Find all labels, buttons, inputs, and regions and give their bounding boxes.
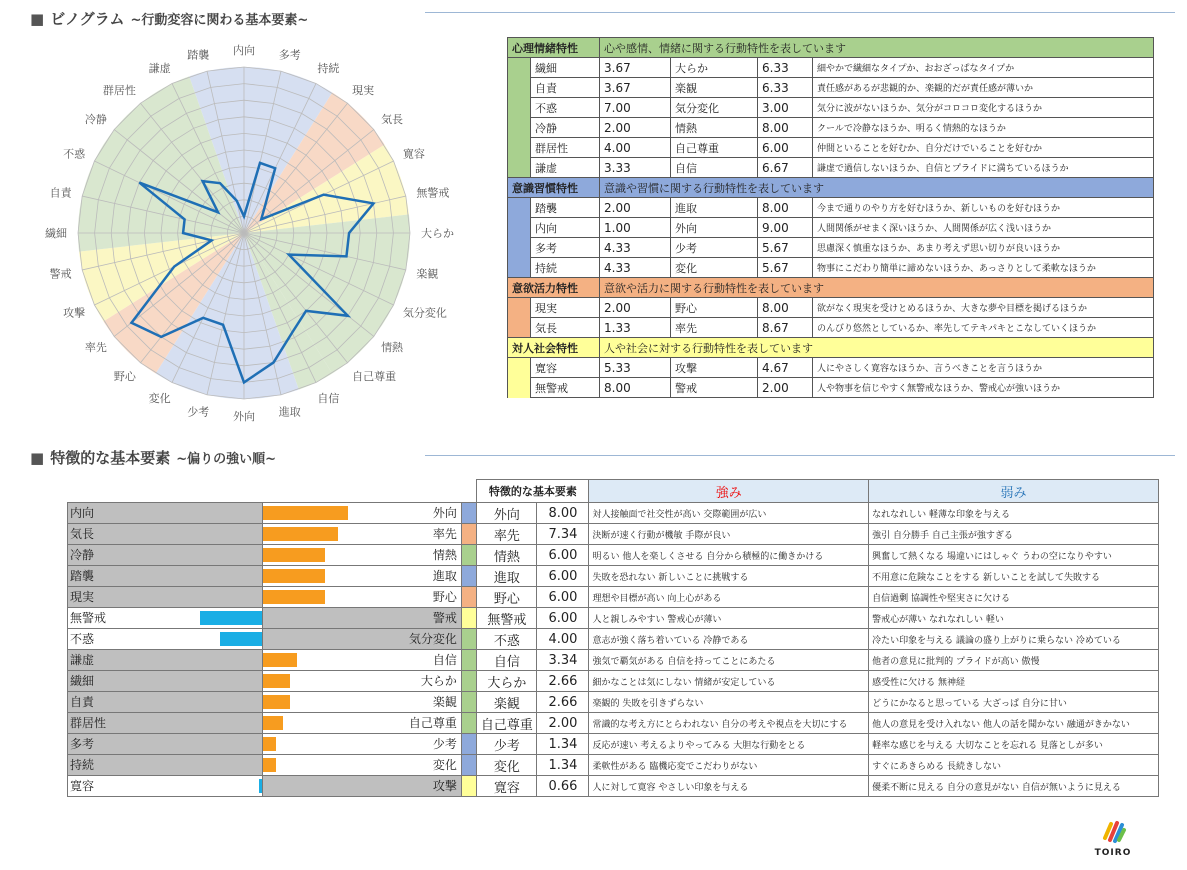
trait-left-value: 2.00: [600, 298, 671, 318]
trait-color-band: [508, 298, 531, 318]
feature-name: 進取: [477, 566, 537, 587]
feature-category-swatch: [461, 524, 476, 545]
trait-color-band: [508, 158, 531, 178]
feature-weakness: 軽率な感じを与える 大切なことを忘れる 見落としが多い: [869, 734, 1159, 755]
feature-value: 2.00: [537, 713, 589, 734]
trait-right-name: 率先: [671, 318, 758, 338]
radar-axis-label: 現実: [352, 83, 375, 97]
feature-value: 4.00: [537, 629, 589, 650]
feature-right-label: 率先: [432, 527, 457, 541]
feature-name: 不惑: [477, 629, 537, 650]
radar-axis-label: 自責: [49, 186, 72, 200]
feature-weakness: 強引 自分勝手 自己主張が強すぎる: [869, 524, 1159, 545]
trait-row: [508, 98, 1154, 118]
feature-strength: 楽観的 失敗を引きずらない: [589, 692, 869, 713]
trait-category-desc: 意識や習慣に関する行動特性を表しています: [600, 178, 1154, 198]
radar-axis-label: 進取: [278, 405, 301, 419]
radar-axis-label: 気長: [381, 112, 404, 126]
trait-right-value: 9.00: [758, 218, 813, 238]
feature-right-label: 進取: [432, 569, 457, 583]
trait-left-value: 7.00: [600, 98, 671, 118]
radar-axis-label: 率先: [84, 341, 107, 355]
feature-row: [68, 650, 1159, 671]
trait-right-name: 情熱: [671, 118, 758, 138]
trait-left-value: 2.00: [600, 118, 671, 138]
feature-weakness: 自信過剰 協調性や堅実さに欠ける: [869, 587, 1159, 608]
trait-description: 人間関係がせまく深いほうか、人間関係が広く浅いほうか: [813, 218, 1154, 238]
feature-strength: 人に対して寛容 やさしい印象を与える: [589, 776, 869, 797]
trait-right-value: 5.67: [758, 258, 813, 278]
feature-name: 自己尊重: [477, 713, 537, 734]
trait-right-value: 6.33: [758, 78, 813, 98]
trait-row: [508, 158, 1154, 178]
section-title-features: [30, 447, 276, 468]
feature-left-label: 多考: [70, 737, 95, 751]
feature-weakness: 他者の意見に批判的 プライドが高い 傲慢: [869, 650, 1159, 671]
trait-left-name: 謙虚: [531, 158, 600, 178]
trait-left-value: 4.33: [600, 238, 671, 258]
trait-right-name: 自己尊重: [671, 138, 758, 158]
feature-weakness: どうにかなると思っている 大ざっぱ 自分に甘い: [869, 692, 1159, 713]
trait-color-band: [508, 378, 531, 398]
trait-right-name: 外向: [671, 218, 758, 238]
feature-header-name: 特徴的な基本要素: [477, 480, 589, 503]
feature-row: [68, 524, 1159, 545]
trait-description: 人にやさしく寛容なほうか、言うべきことを言うほうか: [813, 358, 1154, 378]
section-subtitle: ~偏りの強い順~: [176, 452, 276, 467]
trait-right-name: 攻撃: [671, 358, 758, 378]
trait-color-band: [508, 218, 531, 238]
trait-description: 欲がなく現実を受けとめるほうか、大きな夢や目標を掲げるほうか: [813, 298, 1154, 318]
feature-name: 率先: [477, 524, 537, 545]
feature-name: 外向: [477, 503, 537, 524]
feature-value: 6.00: [537, 566, 589, 587]
trait-row: [508, 198, 1154, 218]
trait-description: 謙虚で過信しないほうか、自信とプライドに満ちているほうか: [813, 158, 1154, 178]
feature-left-label: 内向: [70, 506, 95, 520]
trait-category-name: 心理情緒特性: [508, 38, 600, 58]
radar-axis-label: 多考: [278, 48, 301, 62]
trait-category-desc: 人や社会に対する行動特性を表しています: [600, 338, 1154, 358]
trait-right-value: 5.67: [758, 238, 813, 258]
trait-right-name: 大らか: [671, 58, 758, 78]
trait-description: 今まで通りのやり方を好むほうか、新しいものを好むほうか: [813, 198, 1154, 218]
feature-weakness: 感受性に欠ける 無神経: [869, 671, 1159, 692]
trait-description: 人や物事を信じやすく無警戒なほうか、警戒心が強いほうか: [813, 378, 1154, 398]
trait-row: [508, 58, 1154, 78]
trait-category-row: [508, 38, 1154, 58]
feature-row: [68, 734, 1159, 755]
trait-category-desc: 心や感情、情緒に関する行動特性を表しています: [600, 38, 1154, 58]
trait-left-name: 持続: [531, 258, 600, 278]
trait-right-name: 警戒: [671, 378, 758, 398]
feature-row: [68, 503, 1159, 524]
trait-category-row: [508, 178, 1154, 198]
trait-left-name: 寛容: [531, 358, 600, 378]
feature-bar-positive: [263, 506, 348, 520]
trait-left-value: 3.67: [600, 58, 671, 78]
trait-right-value: 8.00: [758, 118, 813, 138]
radar-axis-label: 外向: [233, 410, 255, 423]
trait-left-name: 群居性: [531, 138, 600, 158]
radar-chart: [0, 30, 500, 440]
feature-category-swatch: [461, 629, 476, 650]
trait-left-name: 不惑: [531, 98, 600, 118]
feature-left-label: 謙虚: [70, 653, 95, 667]
feature-left-label: 持続: [70, 758, 95, 772]
trait-description: 物事にこだわり簡単に諦めないほうか、あっさりとして柔軟なほうか: [813, 258, 1154, 278]
trait-right-value: 2.00: [758, 378, 813, 398]
feature-right-label: 変化: [432, 758, 457, 772]
feature-right-label: 大らか: [420, 674, 457, 688]
feature-right-label: 気分変化: [408, 632, 457, 646]
trait-row: [508, 118, 1154, 138]
trait-description: 責任感があるが悲観的か、楽観的だが責任感が薄いか: [813, 78, 1154, 98]
radar-axis-label: 警戒: [49, 267, 72, 281]
trait-left-value: 1.00: [600, 218, 671, 238]
feature-left-label: 不惑: [70, 632, 95, 646]
trait-category-row: [508, 338, 1154, 358]
feature-bar-negative: [200, 611, 262, 625]
feature-value: 8.00: [537, 503, 589, 524]
feature-bar-positive: [263, 590, 325, 604]
feature-right-label: 自信: [432, 653, 457, 667]
feature-weakness: 興奮して熱くなる 場違いにはしゃぐ うわの空になりやすい: [869, 545, 1159, 566]
feature-right-label: 警戒: [432, 611, 457, 625]
toiro-logo-icon: [1099, 818, 1127, 844]
trait-right-value: 6.67: [758, 158, 813, 178]
trait-left-value: 4.00: [600, 138, 671, 158]
feature-value: 2.66: [537, 692, 589, 713]
feature-left-label: 無警戒: [70, 611, 107, 625]
feature-value: 6.00: [537, 545, 589, 566]
trait-left-value: 8.00: [600, 378, 671, 398]
feature-row: [68, 629, 1159, 650]
feature-left-label: 気長: [70, 527, 95, 541]
trait-left-value: 3.33: [600, 158, 671, 178]
feature-bar-negative: [259, 779, 262, 793]
trait-right-name: 進取: [671, 198, 758, 218]
feature-name: 寛容: [477, 776, 537, 797]
square-bullet-icon: ■: [30, 10, 45, 28]
feature-right-label: 攻撃: [432, 779, 457, 793]
radar-axis-label: 踏襲: [187, 48, 210, 62]
feature-strength: 人と親しみやすい 警戒心が薄い: [589, 608, 869, 629]
trait-left-name: 繊細: [531, 58, 600, 78]
trait-left-value: 4.33: [600, 258, 671, 278]
feature-weakness: すぐにあきらめる 長続きしない: [869, 755, 1159, 776]
feature-category-swatch: [461, 713, 476, 734]
trait-row: [508, 358, 1154, 378]
feature-bar-negative: [220, 632, 262, 646]
trait-row: [508, 238, 1154, 258]
trait-right-value: 3.00: [758, 98, 813, 118]
feature-category-swatch: [461, 566, 476, 587]
feature-strength: 失敗を恐れない 新しいことに挑戦する: [589, 566, 869, 587]
trait-left-name: 自責: [531, 78, 600, 98]
feature-weakness: 他人の意見を受け入れない 他人の話を聞かない 融通がきかない: [869, 713, 1159, 734]
feature-strength: 反応が速い 考えるよりやってみる 大胆な行動をとる: [589, 734, 869, 755]
radar-axis-label: 気分変化: [402, 306, 447, 320]
feature-value: 7.34: [537, 524, 589, 545]
radar-axis-label: 内向: [233, 44, 255, 57]
feature-strength: 決断が速く行動が機敏 手際が良い: [589, 524, 869, 545]
radar-axis-label: 変化: [148, 391, 171, 405]
radar-axis-label: 群居性: [102, 83, 136, 97]
trait-right-value: 6.00: [758, 138, 813, 158]
trait-color-band: [508, 198, 531, 218]
trait-right-value: 6.33: [758, 58, 813, 78]
trait-left-name: 内向: [531, 218, 600, 238]
trait-description: 細やかで繊細なタイプか、おおざっぱなタイプか: [813, 58, 1154, 78]
feature-category-swatch: [461, 692, 476, 713]
divider: [425, 12, 1175, 13]
section-title-text: ビノグラム: [50, 10, 125, 28]
feature-bar-positive: [263, 674, 290, 688]
trait-row: [508, 218, 1154, 238]
feature-strength: 理想や目標が高い 向上心がある: [589, 587, 869, 608]
feature-name: 無警戒: [477, 608, 537, 629]
radar-axis-label: 寛容: [402, 147, 425, 161]
feature-name: 楽観: [477, 692, 537, 713]
trait-category-name: 意識習慣特性: [508, 178, 600, 198]
feature-value: 1.34: [537, 734, 589, 755]
feature-row: [68, 545, 1159, 566]
feature-strength: 意志が強く落ち着いている 冷静である: [589, 629, 869, 650]
trait-color-band: [508, 238, 531, 258]
feature-right-label: 野心: [432, 590, 457, 604]
trait-category-name: 対人社会特性: [508, 338, 600, 358]
trait-left-name: 現実: [531, 298, 600, 318]
trait-row: [508, 258, 1154, 278]
trait-right-value: 8.00: [758, 298, 813, 318]
feature-right-label: 外向: [432, 506, 457, 520]
toiro-logo: [1093, 818, 1133, 858]
trait-row: [508, 138, 1154, 158]
feature-weakness: なれなれしい 軽薄な印象を与える: [869, 503, 1159, 524]
feature-bar-positive: [263, 758, 277, 772]
feature-category-swatch: [461, 755, 476, 776]
feature-weakness: 冷たい印象を与える 議論の盛り上がりに乗らない 冷めている: [869, 629, 1159, 650]
feature-bar-positive: [263, 548, 325, 562]
feature-name: 少考: [477, 734, 537, 755]
feature-value: 1.34: [537, 755, 589, 776]
trait-description: 気分に波がないほうか、気分がコロコロ変化するほうか: [813, 98, 1154, 118]
feature-right-label: 情熱: [432, 548, 457, 562]
feature-value: 3.34: [537, 650, 589, 671]
feature-value: 2.66: [537, 671, 589, 692]
trait-table: [507, 37, 1154, 398]
trait-left-value: 2.00: [600, 198, 671, 218]
feature-value: 0.66: [537, 776, 589, 797]
feature-bar-positive: [263, 716, 283, 730]
feature-name: 情熱: [477, 545, 537, 566]
trait-left-name: 冷静: [531, 118, 600, 138]
feature-strength: 対人接触面で社交性が高い 交際範囲が広い: [589, 503, 869, 524]
feature-left-label: 自責: [70, 695, 95, 709]
trait-description: クールで冷静なほうか、明るく情熱的なほうか: [813, 118, 1154, 138]
feature-row: [68, 713, 1159, 734]
trait-left-value: 5.33: [600, 358, 671, 378]
trait-left-value: 3.67: [600, 78, 671, 98]
feature-weakness: 警戒心が薄い なれなれしい 軽い: [869, 608, 1159, 629]
trait-left-value: 1.33: [600, 318, 671, 338]
trait-right-name: 楽観: [671, 78, 758, 98]
trait-row: [508, 78, 1154, 98]
radar-axis-label: 自己尊重: [352, 370, 397, 384]
trait-color-band: [508, 358, 531, 378]
feature-name: 大らか: [477, 671, 537, 692]
trait-right-name: 自信: [671, 158, 758, 178]
feature-left-label: 冷静: [70, 548, 95, 562]
feature-value: 6.00: [537, 587, 589, 608]
feature-category-swatch: [461, 545, 476, 566]
feature-table: [67, 479, 1159, 797]
trait-right-name: 変化: [671, 258, 758, 278]
feature-right-label: 自己尊重: [408, 716, 457, 730]
trait-category-row: [508, 278, 1154, 298]
feature-header-row: [68, 480, 1159, 503]
trait-row: [508, 298, 1154, 318]
feature-row: [68, 692, 1159, 713]
feature-category-swatch: [461, 671, 476, 692]
trait-description: のんびり悠然としているか、率先してテキパキとこなしていくほうか: [813, 318, 1154, 338]
trait-row: [508, 318, 1154, 338]
feature-row: [68, 776, 1159, 797]
trait-color-band: [508, 118, 531, 138]
logo-wordmark: TOIRO: [1094, 848, 1132, 858]
trait-color-band: [508, 78, 531, 98]
trait-left-name: 踏襲: [531, 198, 600, 218]
trait-right-value: 8.00: [758, 198, 813, 218]
feature-category-swatch: [461, 587, 476, 608]
feature-strength: 明るい 他人を楽しくさせる 自分から積極的に働きかける: [589, 545, 869, 566]
radar-axis-label: 繊細: [45, 227, 67, 240]
radar-axis-label: 少考: [187, 405, 210, 419]
trait-right-value: 8.67: [758, 318, 813, 338]
feature-bar-positive: [263, 695, 290, 709]
feature-weakness: 優柔不断に見える 自分の意見がない 自信が無いように見える: [869, 776, 1159, 797]
feature-category-swatch: [461, 650, 476, 671]
feature-right-label: 少考: [432, 737, 457, 751]
feature-name: 野心: [477, 587, 537, 608]
radar-axis-label: 大らか: [421, 227, 454, 240]
feature-strength: 常識的な考え方にとらわれない 自分の考えや視点を大切にする: [589, 713, 869, 734]
feature-row: [68, 608, 1159, 629]
radar-axis-label: 野心: [113, 370, 136, 384]
radar-axis-label: 持続: [317, 62, 340, 76]
section-title-text: 特徴的な基本要素: [50, 449, 171, 467]
feature-left-label: 繊細: [70, 674, 95, 688]
feature-bar-positive: [263, 653, 297, 667]
feature-strength: 強気で覇気がある 自信を持ってことにあたる: [589, 650, 869, 671]
radar-axis-label: 楽観: [416, 267, 439, 281]
feature-bar-positive: [263, 737, 277, 751]
feature-category-swatch: [461, 776, 476, 797]
trait-description: 仲間といることを好むか、自分だけでいることを好むか: [813, 138, 1154, 158]
trait-right-name: 少考: [671, 238, 758, 258]
trait-color-band: [508, 58, 531, 78]
trait-color-band: [508, 258, 531, 278]
feature-bar-positive: [263, 527, 339, 541]
radar-axis-label: 情熱: [381, 341, 404, 355]
feature-left-label: 踏襲: [70, 569, 95, 583]
trait-left-name: 気長: [531, 318, 600, 338]
strength-header: 強み: [589, 480, 869, 503]
trait-color-band: [508, 98, 531, 118]
radar-axis-label: 冷静: [84, 112, 107, 126]
feature-name: 自信: [477, 650, 537, 671]
feature-left-label: 寛容: [70, 779, 95, 793]
feature-bar-positive: [263, 569, 325, 583]
feature-row: [68, 587, 1159, 608]
trait-category-name: 意欲活力特性: [508, 278, 600, 298]
section-subtitle: ~行動変容に関わる基本要素~: [130, 13, 309, 28]
trait-right-name: 気分変化: [671, 98, 758, 118]
radar-axis-label: 自信: [317, 391, 340, 405]
weakness-header: 弱み: [869, 480, 1159, 503]
divider: [425, 455, 1175, 456]
radar-axis-label: 無警戒: [416, 186, 450, 200]
feature-row: [68, 671, 1159, 692]
feature-row: [68, 755, 1159, 776]
feature-category-swatch: [461, 503, 476, 524]
feature-category-swatch: [461, 734, 476, 755]
feature-row: [68, 566, 1159, 587]
feature-strength: 柔軟性がある 臨機応変でこだわりがない: [589, 755, 869, 776]
feature-left-label: 群居性: [70, 716, 107, 730]
feature-strength: 細かなことは気にしない 情緒が安定している: [589, 671, 869, 692]
trait-left-name: 多考: [531, 238, 600, 258]
radar-axis-label: 攻撃: [63, 306, 86, 320]
feature-weakness: 不用意に危険なことをする 新しいことを試して失敗する: [869, 566, 1159, 587]
trait-color-band: [508, 138, 531, 158]
trait-left-name: 無警戒: [531, 378, 600, 398]
square-bullet-icon: ■: [30, 449, 45, 467]
radar-axis-label: 謙虚: [148, 62, 171, 76]
trait-description: 思慮深く慎重なほうか、あまり考えず思い切りが良いほうか: [813, 238, 1154, 258]
feature-left-label: 現実: [70, 590, 95, 604]
feature-category-swatch: [461, 608, 476, 629]
section-title-vinogram: [30, 8, 308, 29]
feature-name: 変化: [477, 755, 537, 776]
trait-category-desc: 意欲や活力に関する行動特性を表しています: [600, 278, 1154, 298]
radar-axis-label: 不惑: [63, 147, 86, 161]
feature-value: 6.00: [537, 608, 589, 629]
feature-right-label: 楽観: [432, 695, 457, 709]
trait-right-value: 4.67: [758, 358, 813, 378]
trait-color-band: [508, 318, 531, 338]
trait-right-name: 野心: [671, 298, 758, 318]
trait-row: [508, 378, 1154, 398]
